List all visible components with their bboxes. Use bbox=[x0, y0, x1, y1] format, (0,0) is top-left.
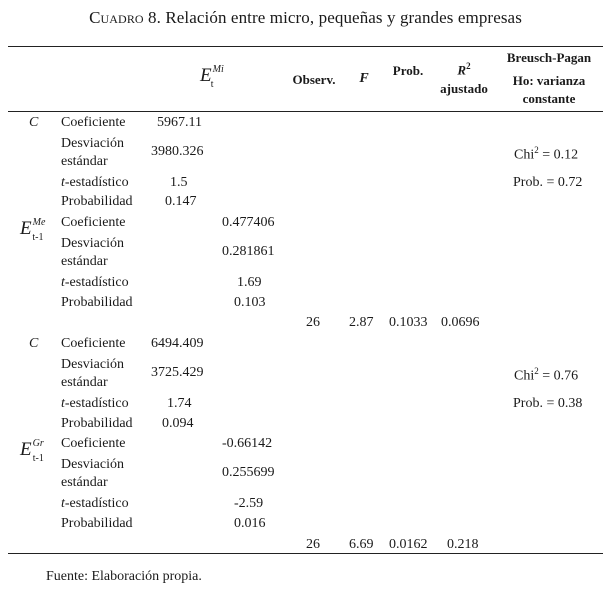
f-prob: 0.1033 bbox=[389, 315, 428, 330]
const-label: C bbox=[29, 336, 39, 351]
table-caption: Relación entre micro, pequeñas y grandes empresas bbox=[161, 8, 522, 27]
observ-header: Observ. bbox=[292, 72, 336, 87]
bottom-rule bbox=[8, 553, 603, 554]
var-t: 1.69 bbox=[237, 275, 262, 290]
dependent-variable-header: $E^{Mi}_t$ bbox=[200, 64, 224, 90]
const-t: 1.5 bbox=[170, 175, 188, 190]
observations: 26 bbox=[306, 315, 320, 330]
source-note: Fuente: Elaboración propia. bbox=[46, 569, 202, 584]
row-label: t-estadístico bbox=[61, 496, 129, 511]
table-title bbox=[0, 8, 611, 28]
r2-adjusted: 0.218 bbox=[447, 537, 479, 552]
var-coef: 0.477406 bbox=[222, 215, 275, 230]
const-coef: 6494.409 bbox=[151, 336, 204, 351]
f-statistic: 2.87 bbox=[349, 315, 374, 330]
row-label: Probabilidad bbox=[61, 194, 133, 209]
r2-adjusted: 0.0696 bbox=[441, 315, 480, 330]
row-label: Desviación estándar bbox=[61, 236, 124, 269]
row-label: Coeficiente bbox=[61, 115, 126, 130]
var-t: -2.59 bbox=[234, 496, 264, 511]
row-label: Coeficiente bbox=[61, 215, 126, 230]
bp-header-line2: Ho: varianza bbox=[512, 73, 586, 88]
const-prob: 0.147 bbox=[165, 194, 197, 209]
table-number: Cuadro 8. bbox=[89, 8, 161, 27]
bp-chi: Chi$^2$ = 0.12 bbox=[514, 145, 579, 163]
bp-prob: Prob. = 0.72 bbox=[513, 175, 583, 190]
row-label: Desviación estándar bbox=[61, 457, 124, 490]
regressor-label: $E^{Gr}_{t-1}$ bbox=[20, 438, 44, 464]
f-prob: 0.0162 bbox=[389, 537, 428, 552]
row-label: t-estadístico bbox=[61, 396, 129, 411]
row-label: Desviación estándar bbox=[61, 136, 124, 169]
prob-header: Prob. bbox=[392, 63, 424, 78]
const-label: C bbox=[29, 115, 39, 130]
const-sd: 3980.326 bbox=[151, 144, 204, 159]
bp-chi: Chi$^2$ = 0.76 bbox=[514, 366, 579, 384]
bp-header-line3: constante bbox=[522, 91, 576, 106]
header-rule bbox=[8, 111, 603, 112]
var-prob: 0.103 bbox=[234, 295, 266, 310]
const-prob: 0.094 bbox=[162, 416, 194, 431]
row-label: Probabilidad bbox=[61, 295, 133, 310]
const-coef: 5967.11 bbox=[157, 115, 202, 130]
bp-prob: Prob. = 0.38 bbox=[513, 396, 583, 411]
f-statistic: 6.69 bbox=[349, 537, 374, 552]
var-sd: 0.281861 bbox=[222, 244, 275, 259]
regressor-label: $E^{Me}_{t-1}$ bbox=[20, 217, 46, 243]
r2-label: ajustado bbox=[440, 81, 488, 96]
var-prob: 0.016 bbox=[234, 516, 266, 531]
var-sd: 0.255699 bbox=[222, 465, 275, 480]
top-rule bbox=[8, 46, 603, 47]
row-label: Coeficiente bbox=[61, 336, 126, 351]
r2-header: $R^2$ bbox=[457, 61, 471, 78]
row-label: Desviación estándar bbox=[61, 357, 124, 390]
row-label: Probabilidad bbox=[61, 416, 133, 431]
var-coef: -0.66142 bbox=[222, 436, 273, 451]
row-label: Probabilidad bbox=[61, 516, 133, 531]
const-sd: 3725.429 bbox=[151, 365, 204, 380]
row-label: t-estadístico bbox=[61, 175, 129, 190]
f-header: F bbox=[359, 71, 369, 86]
const-t: 1.74 bbox=[167, 396, 192, 411]
row-label: t-estadístico bbox=[61, 275, 129, 290]
row-label: Coeficiente bbox=[61, 436, 126, 451]
bp-header-line1: Breusch-Pagan bbox=[506, 50, 592, 65]
observations: 26 bbox=[306, 537, 320, 552]
